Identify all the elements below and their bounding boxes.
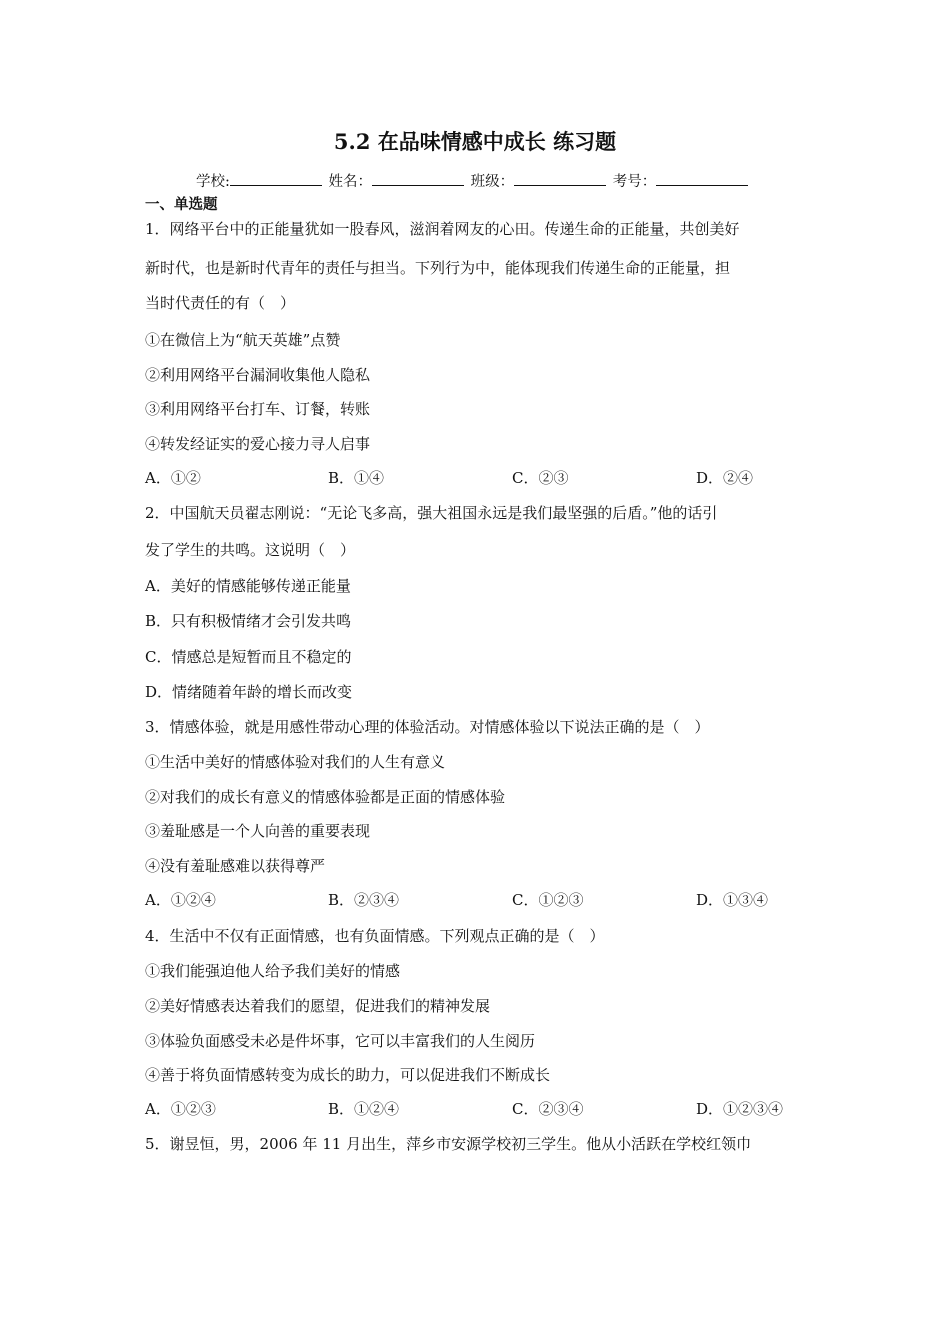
question-4-item-4: ④善于将负面情感转变为成长的助力，可以促进我们不断成长 — [145, 1066, 551, 1084]
question-4-option-b: B．①②④ — [328, 1100, 400, 1118]
question-4-item-2: ②美好情感表达着我们的愿望，促进我们的精神发展 — [145, 997, 491, 1015]
question-2-option-c: C．情感总是短暂而且不稳定的 — [145, 648, 352, 666]
question-3-item-1: ①生活中美好的情感体验对我们的人生有意义 — [145, 753, 446, 771]
class-blank — [514, 172, 606, 186]
question-3-option-b: B．②③④ — [328, 891, 400, 909]
school-blank — [230, 172, 322, 186]
question-4-item-3: ③体验负面感受未必是件坏事，它可以丰富我们的人生阅历 — [145, 1032, 536, 1050]
question-1-line-3: 当时代责任的有（ ） — [145, 294, 296, 312]
class-label: 班级： — [470, 174, 515, 190]
question-4-item-1: ①我们能强迫他人给予我们美好的情感 — [145, 962, 401, 980]
question-2-option-a: A．美好的情感能够传递正能量 — [145, 577, 351, 595]
question-3-option-a: A．①②④ — [145, 891, 216, 909]
question-1-item-3: ③利用网络平台打车、订餐，转账 — [145, 400, 371, 418]
question-3-option-d: D．①③④ — [696, 891, 769, 909]
question-4-option-d: D．①②③④ — [696, 1100, 784, 1118]
name-blank — [372, 172, 464, 186]
question-1-item-4: ④转发经证实的爱心接力寻人启事 — [145, 435, 371, 453]
question-3-item-2: ②对我们的成长有意义的情感体验都是正面的情感体验 — [145, 788, 506, 806]
section-heading: 一、单选题 — [145, 196, 218, 213]
question-4-option-a: A．①②③ — [145, 1100, 216, 1118]
question-2-option-b: B．只有积极情绪才会引发共鸣 — [145, 612, 352, 630]
question-3-line-1: 3．情感体验，就是用感性带动心理的体验活动。对情感体验以下说法正确的是（ ） — [145, 718, 710, 736]
question-1-item-1: ①在微信上为“航天英雄”点赞 — [145, 331, 341, 349]
student-info-line — [196, 170, 750, 191]
question-1-line-1: 1．网络平台中的正能量犹如一股春风，滋润着网友的心田。传递生命的正能量，共创美好 — [145, 220, 740, 238]
page-title: 5.2 在品味情感中成长 练习题 — [333, 129, 617, 154]
question-3-option-c: C．①②③ — [512, 891, 584, 909]
question-1-item-2: ②利用网络平台漏洞收集他人隐私 — [145, 366, 371, 384]
question-2-line-1: 2．中国航天员翟志刚说：“无论飞多高，强大祖国永远是我们最坚强的后盾。”他的话引 — [145, 504, 718, 522]
question-1-line-2: 新时代，也是新时代青年的责任与担当。下列行为中，能体现我们传递生命的正能量，担 — [145, 259, 731, 277]
question-4-line-1: 4．生活中不仅有正面情感，也有负面情感。下列观点正确的是（ ） — [145, 927, 605, 945]
question-4-option-c: C．②③④ — [512, 1100, 584, 1118]
question-1-option-b: B．①④ — [328, 469, 385, 487]
question-5-line-1: 5．谢昱恒，男，2006 年 11 月出生，萍乡市安源学校初三学生。他从小活跃在学校红领巾 — [145, 1135, 752, 1153]
question-3-item-4: ④没有羞耻感难以获得尊严 — [145, 857, 326, 875]
exam-number-label: 考号： — [612, 174, 657, 190]
question-1-option-d: D．②④ — [696, 469, 754, 487]
exam-number-blank — [656, 172, 748, 186]
name-label: 姓名： — [328, 174, 372, 190]
school-label: 学校: — [196, 174, 230, 190]
question-2-option-d: D．情绪随着年龄的增长而改变 — [145, 683, 353, 701]
question-2-line-2: 发了学生的共鸣。这说明（ ） — [145, 541, 356, 559]
question-1-option-c: C．②③ — [512, 469, 569, 487]
question-1-option-a: A．①② — [145, 469, 201, 487]
question-3-item-3: ③羞耻感是一个人向善的重要表现 — [145, 822, 371, 840]
